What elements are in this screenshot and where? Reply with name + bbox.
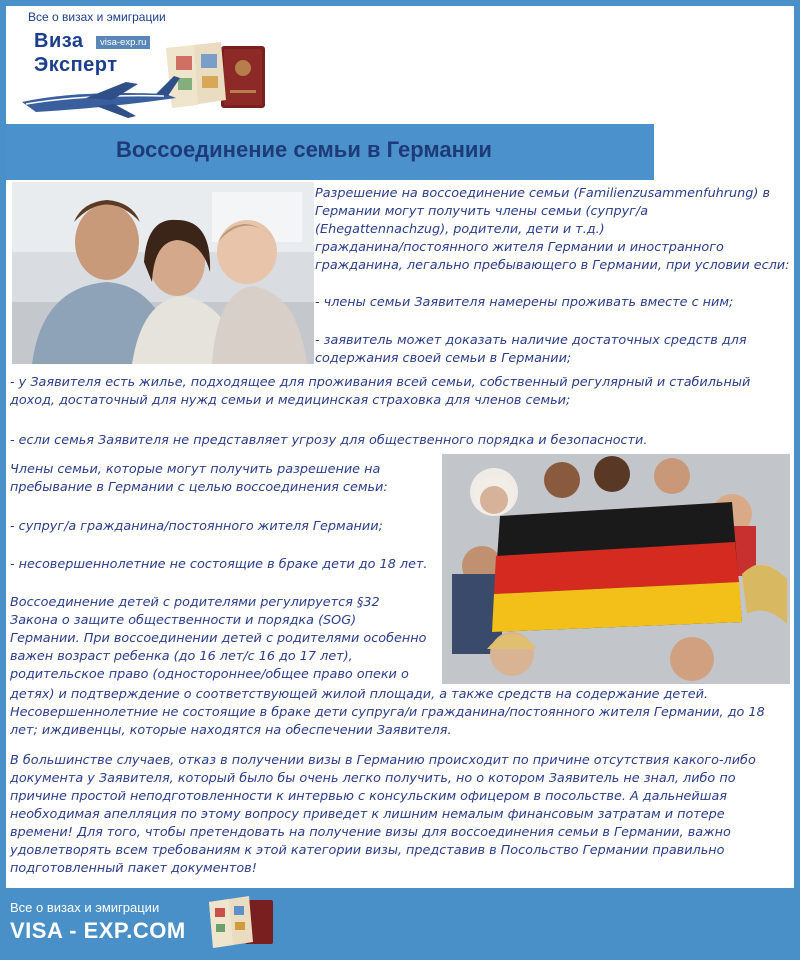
intro-line-4: гражданина/постоянного жителя Германии и иностранного: [315, 240, 724, 255]
children-line-8: лет; иждивенцы, которые находятся на обеспечении Заявителя.: [10, 723, 452, 738]
family-photo: [12, 182, 314, 364]
header-tagline: Все о визах и эмиграции: [28, 10, 166, 24]
logo-url-badge: visa-exp.ru: [96, 36, 150, 49]
condition-line-3: содержания своей семьи в Германии;: [315, 351, 572, 366]
condition-line-1: - члены семьи Заявителя намерены проживать вместе с ним;: [315, 295, 734, 310]
refusal-line-2: документа у Заявителя, который было бы очень легко получить, но о котором Заявитель не знал, либо по: [10, 771, 736, 786]
children-line-7: Несовершеннолетние не состоящие в браке дети супруга/и гражданина/постоянного жителя Германии, до 18: [10, 705, 765, 720]
condition-line-2: - заявитель может доказать наличие достаточных средств для: [315, 333, 747, 348]
page-title-bar: [6, 124, 654, 180]
logo-title-line2: Эксперт: [34, 54, 118, 76]
intro-line-1: Разрешение на воссоединение семьи (Familienzusammenfuhrung) в: [315, 186, 771, 201]
children-line-4: важен возраст ребенка (до 16 лет/с 16 до 17 лет),: [10, 649, 353, 664]
visa-passport-icon: [205, 894, 275, 954]
intro-line-2: Германии могут получить члены семьи (супруг/а: [315, 204, 649, 219]
intro-line-5: гражданина, легально пребывающего в Германии, при условии если:: [315, 258, 790, 273]
german-flag-group-photo: [442, 454, 790, 684]
refusal-line-3: причине простой неподготовленности к интервью с консульским офицером в посольстве. А дальнейшая: [10, 789, 728, 804]
children-line-1: Воссоединение детей с родителями регулируется §32: [10, 595, 380, 610]
members-line-1: Члены семьи, которые могут получить разрешение на: [10, 462, 381, 477]
footer-tagline: Все о визах и эмиграции: [10, 900, 160, 915]
intro-line-3: (Ehegattennachzug), родители, дети и т.д.): [315, 222, 605, 237]
page-frame: [6, 6, 794, 888]
site-header: [6, 6, 794, 122]
children-line-6: детях) и подтверждение о соответствующей жилой площади, а также средств на содержание детей.: [10, 687, 709, 702]
refusal-line-6: удовлетворять всем требованиям к этой категории визы, представив в Посольство Германии правильно: [10, 843, 725, 858]
refusal-line-7: подготовленный пакет документов!: [10, 861, 257, 876]
refusal-line-4: необходимая апелляция по этому вопросу приведет к лишним немалым финансовым затратам и потере: [10, 807, 725, 822]
refusal-line-1: В большинстве случаев, отказ в получении визы в Германию происходит по причине отсутствия какого-либо: [10, 753, 756, 768]
children-line-2: Закона о защите общественности и порядка (SOG): [10, 613, 357, 628]
refusal-line-5: времени! Для того, чтобы претендовать на получение визы для воссоединения семьи в Германии, важно: [10, 825, 731, 840]
logo-title-line1: Виза: [34, 30, 84, 52]
condition-line-4: - у Заявителя есть жилье, подходящее для проживания всей семьи, собственный регулярный и стабильный: [10, 375, 751, 390]
children-line-5: родительское право (одностороннее/общее право опеки о: [10, 667, 409, 682]
site-logo[interactable]: [16, 28, 271, 118]
children-line-3: Германии. При воссоединении детей с родителями особенно: [10, 631, 427, 646]
footer-brand[interactable]: VISA - EXP.COM: [10, 918, 186, 943]
page-title: Воссоединение семьи в Германии: [116, 137, 492, 162]
condition-line-5: доход, достаточный для нужд семьи и медицинская страховка для членов семьи;: [10, 393, 571, 408]
members-line-3: - супруг/а гражданина/постоянного жителя Германии;: [10, 519, 383, 534]
condition-line-6: - если семья Заявителя не представляет угрозу для общественного порядка и безопасности.: [10, 433, 648, 448]
members-line-2: пребывание в Германии с целью воссоединения семьи:: [10, 480, 388, 495]
members-line-4: - несовершеннолетние не состоящие в браке дети до 18 лет.: [10, 557, 428, 572]
